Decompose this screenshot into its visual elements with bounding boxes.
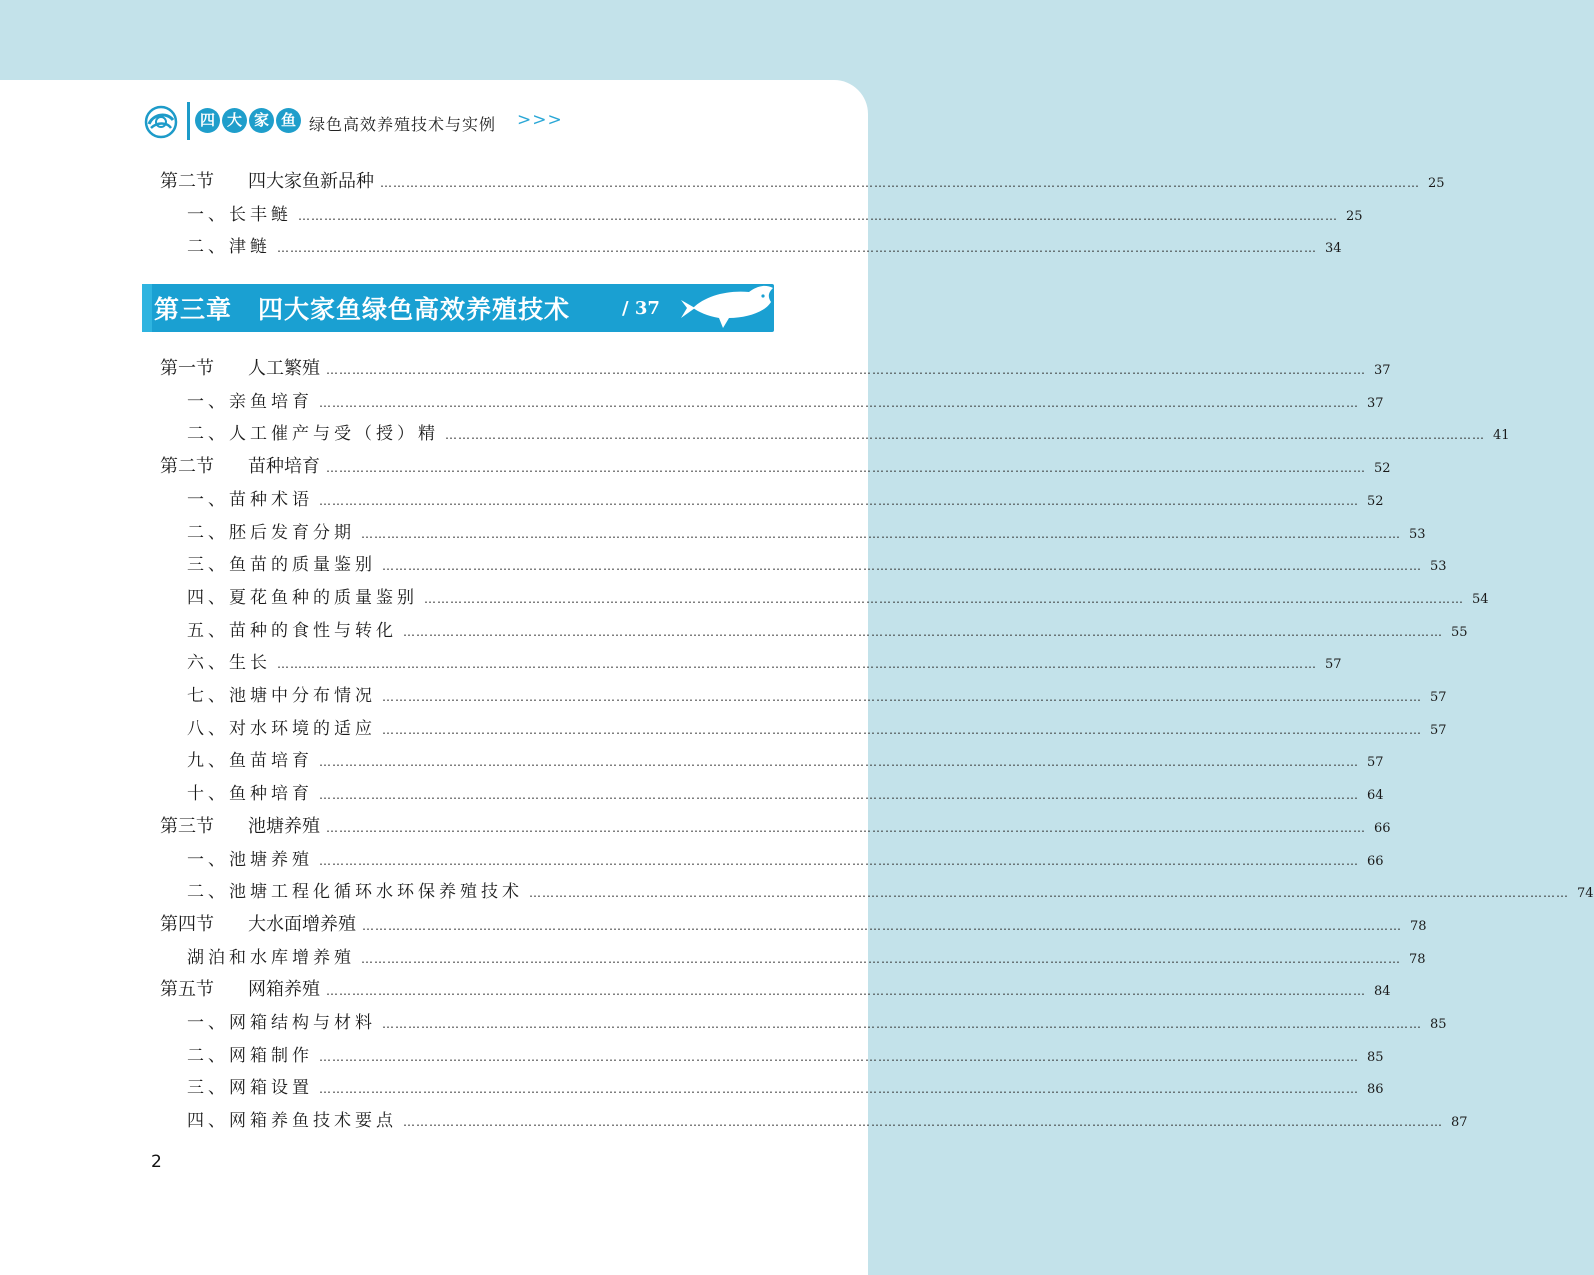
toc-item-label: 十、鱼种培育 — [187, 784, 313, 805]
dot-leader: …………………………………………………………………………………………………………………………………………………………………………………………………………………… — [382, 1017, 1422, 1031]
toc-item-row[interactable] — [187, 616, 1468, 642]
section-title: 四大家鱼新品种 — [248, 171, 374, 192]
toc-item-label: 三、网箱设置 — [187, 1078, 313, 1099]
toc-page-number: 55 — [1451, 624, 1468, 640]
toc-item-row[interactable] — [187, 714, 1447, 740]
toc-page-number: 34 — [1325, 241, 1342, 256]
toc-page-number: 57 — [1430, 690, 1447, 705]
toc-section-label — [160, 167, 374, 193]
toc-item-label: 九、鱼苗培育 — [187, 751, 313, 772]
section-number: 第一节 — [160, 358, 214, 379]
dot-leader: …………………………………………………………………………………………………………………………………………………………………………………………………………………… — [319, 853, 1359, 868]
toc-page-number: 57 — [1325, 657, 1342, 673]
toc-item-label: 一、池塘养殖 — [187, 849, 313, 870]
toc-page-number: 25 — [1346, 208, 1363, 224]
section-title: 人工繁殖 — [248, 358, 320, 379]
toc-page-number: 52 — [1374, 461, 1391, 477]
toc-item-label: 二、人工催产与受（授）精 — [187, 424, 439, 445]
header-divider — [187, 102, 190, 140]
toc-page-number: 78 — [1410, 918, 1427, 934]
book-subtitle: 绿色高效养殖技术与实例 — [309, 115, 497, 134]
toc-item-row[interactable] — [187, 485, 1384, 511]
toc-page-number: 78 — [1409, 951, 1426, 967]
dot-leader: …………………………………………………………………………………………………………………………………………………………………………………………………………………… — [382, 559, 1422, 574]
toc-section-label — [160, 354, 320, 380]
running-header — [143, 102, 743, 142]
toc-item-row[interactable] — [187, 1073, 1384, 1099]
section-number: 第四节 — [160, 913, 214, 935]
section-title: 池塘养殖 — [248, 815, 320, 837]
toc-page-number: 53 — [1430, 559, 1447, 575]
toc-item-row[interactable] — [187, 648, 1342, 674]
dot-leader: …………………………………………………………………………………………………………………………………………………………………………………………………………………… — [277, 657, 1317, 672]
dot-leader: …………………………………………………………………………………………………………………………………………………………………………………………………………………… — [326, 363, 1366, 377]
toc-item-row[interactable] — [187, 419, 1510, 445]
toc-page-number: 57 — [1430, 722, 1447, 738]
series-badge — [195, 108, 301, 133]
dot-leader: …………………………………………………………………………………………………………………………………………………………………………………………………………………… — [326, 461, 1366, 476]
series-char: 鱼 — [276, 108, 301, 133]
toc-section-label — [160, 812, 320, 838]
toc-item-row[interactable] — [187, 779, 1384, 805]
toc-item-row[interactable] — [187, 518, 1426, 544]
toc-item-label: 二、津鲢 — [187, 237, 271, 257]
dot-leader: …………………………………………………………………………………………………………………………………………………………………………………………………………………… — [403, 1115, 1443, 1130]
toc-item-label: 二、网箱制作 — [187, 1045, 313, 1066]
toc-item-row[interactable] — [187, 232, 1342, 258]
toc-item-label: 五、苗种的食性与转化 — [187, 620, 397, 641]
dot-leader: …………………………………………………………………………………………………………………………………………………………………………………………………………………… — [319, 1049, 1359, 1064]
toc-item-row[interactable] — [187, 1041, 1384, 1067]
toc-item-row[interactable] — [187, 583, 1489, 609]
dot-leader: …………………………………………………………………………………………………………………………………………………………………………………………………………………… — [319, 395, 1359, 410]
toc-item-row[interactable] — [187, 200, 1363, 226]
banner-edge — [142, 284, 152, 332]
toc-section-row[interactable] — [160, 812, 1391, 838]
toc-section-row[interactable] — [160, 354, 1391, 380]
toc-item-label: 三、鱼苗的质量鉴别 — [187, 555, 376, 576]
section-number: 第二节 — [160, 171, 214, 192]
toc-item-label: 二、池塘工程化循环水环保养殖技术 — [187, 882, 523, 903]
toc-page-number: 52 — [1367, 493, 1384, 509]
dot-leader: …………………………………………………………………………………………………………………………………………………………………………………………………………………… — [403, 624, 1443, 639]
toc-item-row[interactable] — [187, 681, 1447, 707]
dot-leader: …………………………………………………………………………………………………………………………………………………………………………………………………………………… — [277, 241, 1317, 255]
dot-leader: …………………………………………………………………………………………………………………………………………………………………………………………………………………… — [361, 526, 1401, 541]
section-title: 大水面增养殖 — [248, 913, 356, 935]
dot-leader: …………………………………………………………………………………………………………………………………………………………………………………………………………………… — [445, 428, 1485, 443]
dot-leader: …………………………………………………………………………………………………………………………………………………………………………………………………………………… — [298, 208, 1338, 223]
toc-item-label: 湖泊和水库增养殖 — [187, 947, 355, 968]
toc-page-number: 85 — [1430, 1017, 1447, 1032]
toc-page-number: 85 — [1367, 1049, 1384, 1065]
toc-page-number: 84 — [1374, 984, 1391, 1000]
toc-item-label: 一、苗种术语 — [187, 489, 313, 510]
toc-section-row[interactable] — [160, 167, 1445, 193]
toc-section-label — [160, 975, 320, 1001]
dot-leader: …………………………………………………………………………………………………………………………………………………………………………………………………………………… — [326, 984, 1366, 999]
dot-leader: …………………………………………………………………………………………………………………………………………………………………………………………………………………… — [382, 722, 1422, 737]
toc-section-row[interactable] — [160, 452, 1391, 478]
header-arrows: >>> — [517, 110, 563, 130]
chapter-banner — [142, 284, 774, 332]
chapter-page: / 37 — [622, 298, 660, 319]
toc-item-label: 一、网箱结构与材料 — [187, 1013, 376, 1033]
toc-item-row[interactable] — [187, 550, 1447, 576]
chapter-title: 四大家鱼绿色高效养殖技术 — [258, 295, 571, 324]
chapter-heading — [154, 290, 570, 326]
series-char: 四 — [195, 108, 220, 133]
section-number: 第五节 — [160, 979, 214, 1001]
chapter-number: 第三章 — [154, 295, 233, 324]
dot-leader: …………………………………………………………………………………………………………………………………………………………………………………………………………………… — [382, 690, 1422, 704]
series-char: 家 — [249, 108, 274, 133]
toc-item-label: 一、亲鱼培育 — [187, 391, 313, 412]
toc-page-number: 57 — [1367, 755, 1384, 771]
toc-item-row[interactable] — [187, 1106, 1468, 1132]
dot-leader: …………………………………………………………………………………………………………………………………………………………………………………………………………………… — [529, 886, 1569, 901]
toc-page-number: 86 — [1367, 1082, 1384, 1098]
toc-item-row[interactable] — [187, 943, 1426, 969]
toc-item-label: 七、池塘中分布情况 — [187, 686, 376, 706]
toc-section-label — [160, 910, 356, 936]
section-number: 第三节 — [160, 815, 214, 837]
dot-leader: …………………………………………………………………………………………………………………………………………………………………………………………………………………… — [319, 788, 1359, 803]
toc-item-label: 四、网箱养鱼技术要点 — [187, 1111, 397, 1132]
toc-item-row[interactable] — [187, 845, 1384, 871]
dot-leader: …………………………………………………………………………………………………………………………………………………………………………………………………………………… — [319, 1082, 1359, 1097]
dot-leader: …………………………………………………………………………………………………………………………………………………………………………………………………………………… — [424, 591, 1464, 606]
toc-item-label: 一、长丰鲢 — [187, 204, 292, 225]
toc-page-number: 66 — [1367, 853, 1384, 869]
toc-page-number: 64 — [1367, 788, 1384, 804]
dot-leader: …………………………………………………………………………………………………………………………………………………………………………………………………………………… — [319, 755, 1359, 770]
dot-leader: …………………………………………………………………………………………………………………………………………………………………………………………………………………… — [362, 918, 1402, 933]
toc-page-number: 66 — [1374, 820, 1391, 836]
toc-section-row[interactable] — [160, 975, 1391, 1001]
toc-item-row[interactable] — [187, 877, 1594, 903]
toc-item-label: 二、胚后发育分期 — [187, 522, 355, 543]
dot-leader: …………………………………………………………………………………………………………………………………………………………………………………………………………………… — [326, 820, 1366, 835]
toc-page-number: 53 — [1409, 526, 1426, 542]
section-title: 网箱养殖 — [248, 979, 320, 1001]
toc-item-row[interactable] — [187, 746, 1384, 772]
series-char: 大 — [222, 108, 247, 133]
section-title: 苗种培育 — [248, 456, 320, 478]
toc-section-label — [160, 452, 320, 478]
toc-item-label: 六、生长 — [187, 653, 271, 674]
toc-page-number: 37 — [1367, 395, 1384, 411]
section-number: 第二节 — [160, 456, 214, 478]
toc-item-label: 四、夏花鱼种的质量鉴别 — [187, 587, 418, 608]
toc-section-row[interactable] — [160, 910, 1427, 936]
toc-item-label: 八、对水环境的适应 — [187, 718, 376, 739]
toc-page-number: 25 — [1428, 176, 1445, 191]
toc-page-number: 87 — [1451, 1115, 1468, 1131]
toc-page-number: 74 — [1577, 886, 1594, 902]
toc-page-number: 37 — [1374, 363, 1391, 378]
toc-item-row[interactable] — [187, 387, 1384, 413]
toc-page-number: 54 — [1472, 591, 1489, 607]
toc-page-number: 41 — [1493, 428, 1510, 444]
page-number: 2 — [151, 1152, 162, 1172]
dot-leader: …………………………………………………………………………………………………………………………………………………………………………………………………………………… — [361, 951, 1401, 966]
fish-icon — [677, 282, 777, 334]
swirl-logo-icon — [143, 104, 179, 140]
dot-leader: …………………………………………………………………………………………………………………………………………………………………………………………………………………… — [380, 176, 1420, 190]
toc-item-row[interactable] — [187, 1008, 1447, 1034]
dot-leader: …………………………………………………………………………………………………………………………………………………………………………………………………………………… — [319, 493, 1359, 508]
